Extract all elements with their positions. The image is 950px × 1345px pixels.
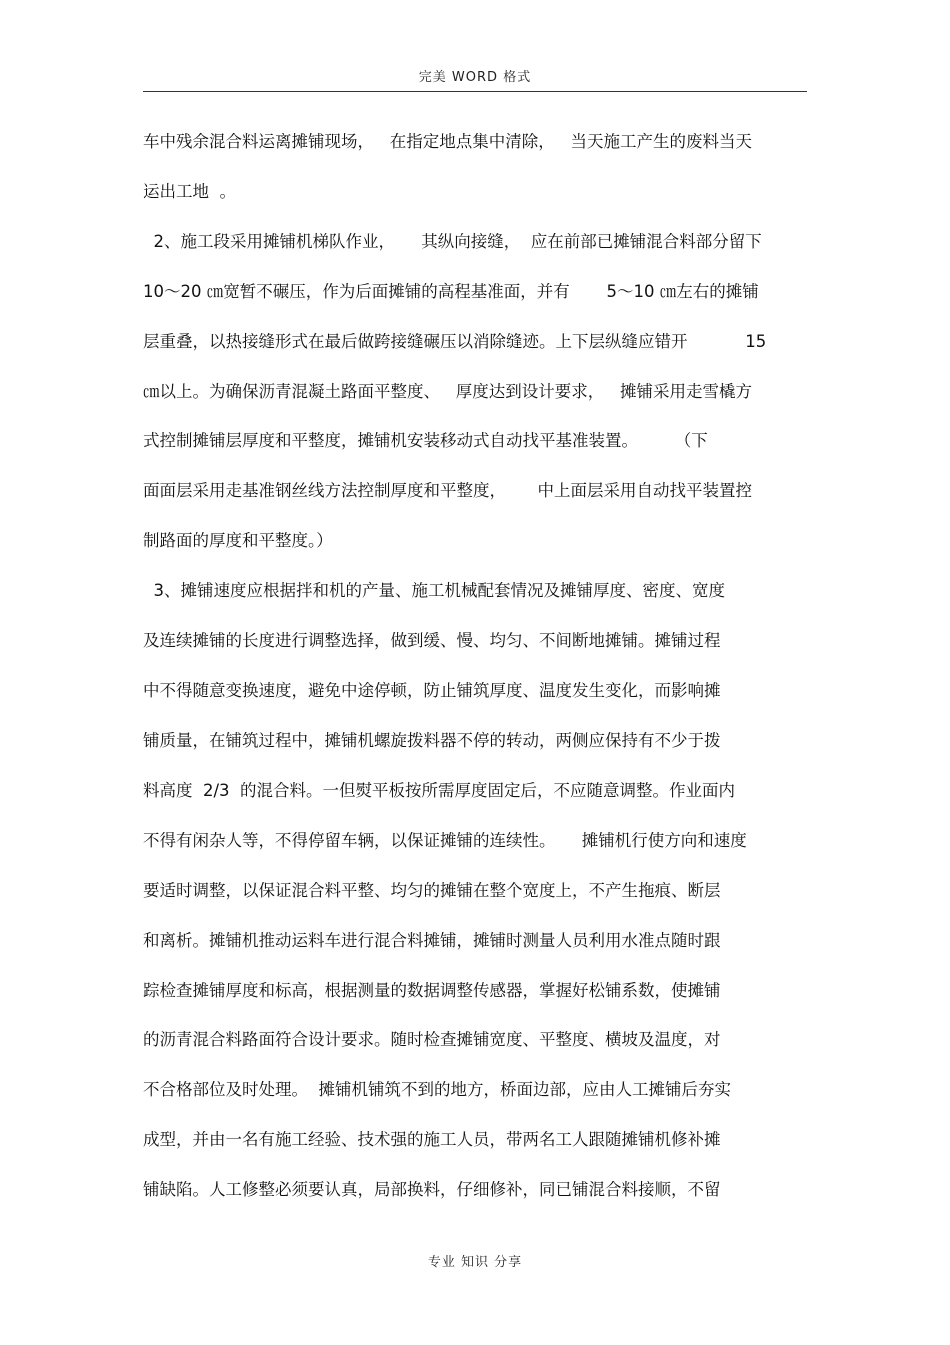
text-line: 踪检查摊铺厚度和标高，根据测量的数据调整传感器，掌握好松铺系数，使摊铺 (143, 981, 721, 1000)
text-line: 3、摊铺速度应根据拌和机的产量、施工机械配套情况及摊铺厚度、密度、宽度 (143, 581, 725, 600)
text-line: 铺缺陷。人工修整必须要认真，局部换料，仔细修补，同已铺混合料接顺，不留 (143, 1180, 721, 1199)
text-line: 不得有闲杂人等，不得停留车辆，以保证摊铺的连续性。 摊铺机行使方向和速度 (143, 831, 747, 850)
text-line: 运出工地 。 (143, 182, 236, 201)
text-line: 面面层采用走基准钢丝线方法控制厚度和平整度， 中上面层采用自动找平装置控 (143, 481, 752, 500)
page-footer: 专业 知识 分享 (427, 1255, 523, 1270)
text-line: 车中残余混合料运离摊铺现场， 在指定地点集中清除， 当天施工产生的废料当天 (143, 132, 752, 151)
text-line: 不合格部位及时处理。 摊铺机铺筑不到的地方，桥面边部，应由人工摊铺后夯实 (143, 1080, 731, 1099)
text-line: 10～20 ㎝宽暂不碾压，作为后面摊铺的高程基准面，并有 5～10 ㎝左右的摊铺 (143, 282, 759, 301)
text-line: 层重叠，以热接缝形式在最后做跨接缝碾压以消除缝迹。上下层纵缝应错开 15 (143, 332, 767, 351)
text-line: 料高度 2/3 的混合料。一但熨平板按所需厚度固定后，不应随意调整。作业面内 (143, 781, 736, 800)
text-line: 式控制摊铺层厚度和平整度，摊铺机安装移动式自动找平基准装置。 （下 (143, 431, 708, 450)
text-line: 的沥青混合料路面符合设计要求。随时检查摊铺宽度、平整度、横坡及温度，对 (143, 1030, 721, 1049)
text-line: 铺质量，在铺筑过程中，摊铺机螺旋拨料器不停的转动，两侧应保持有不少于拨 (143, 731, 721, 750)
text-line: 和离析。摊铺机推动运料车进行混合料摊铺，摊铺时测量人员利用水准点随时跟 (143, 931, 721, 950)
text-line: 成型，并由一名有施工经验、技术强的施工人员，带两名工人跟随摊铺机修补摊 (143, 1130, 721, 1149)
header-divider (143, 91, 807, 92)
text-line: ㎝以上。为确保沥青混凝土路面平整度、 厚度达到设计要求， 摊铺采用走雪橇方 (143, 382, 752, 401)
text-line: 及连续摊铺的长度进行调整选择，做到缓、慢、均匀、不间断地摊铺。摊铺过程 (143, 631, 721, 650)
text-line: 制路面的厚度和平整度。） (143, 531, 333, 550)
text-line: 中不得随意变换速度，避免中途停顿，防止铺筑厚度、温度发生变化，而影响摊 (143, 681, 721, 700)
text-line: 2、施工段采用摊铺机梯队作业， 其纵向接缝， 应在前部已摊铺混合料部分留下 (143, 232, 762, 251)
text-line: 要适时调整，以保证混合料平整、均匀的摊铺在整个宽度上，不产生拖痕、断层 (143, 881, 721, 900)
page-header: 完美 WORD 格式 (418, 70, 532, 85)
